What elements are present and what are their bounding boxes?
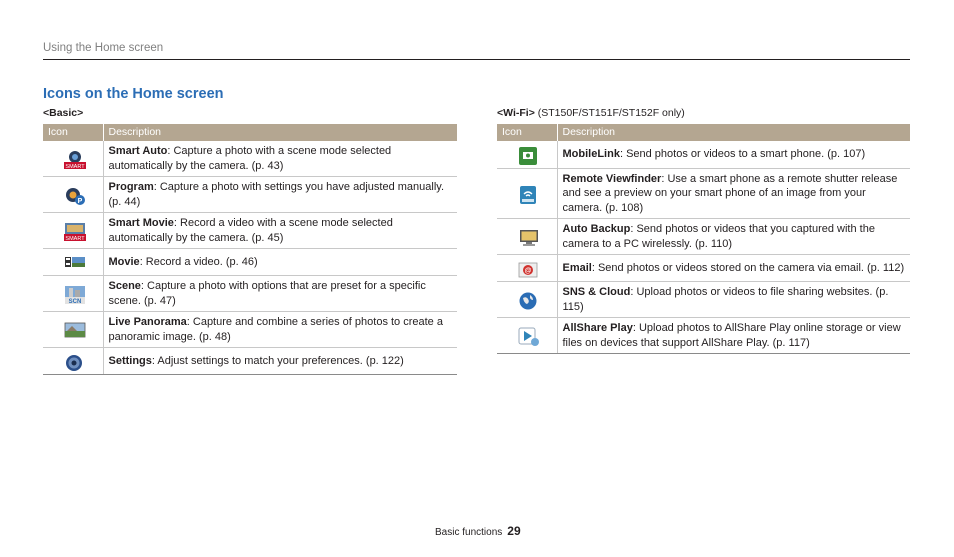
function-name: MobileLink	[562, 148, 620, 160]
table-row	[43, 348, 457, 375]
mode-description: : Capture a photo with a scene mode selected automatically by the camera. (p. 43)	[108, 145, 392, 172]
function-description: : Send photos or videos that you captured with the camera to a PC wirelessly. (p. 110)	[562, 223, 875, 250]
movie-icon	[64, 254, 82, 271]
basic-caption-label: <Basic>	[43, 107, 84, 119]
program-icon	[64, 186, 82, 203]
running-title: Using the Home screen	[43, 42, 164, 54]
description-cell	[103, 276, 457, 312]
column-header-description: Description	[103, 124, 457, 141]
table-header-row	[497, 124, 910, 141]
mode-description: : Capture a photo with options that are preset for a specific scene. (p. 47)	[108, 280, 426, 307]
function-description: : Upload photos or videos to file sharing websites. (p. 115)	[562, 286, 889, 313]
table-row	[497, 168, 910, 219]
mobilelink-icon	[518, 146, 536, 163]
table-row	[497, 219, 910, 255]
table-row	[43, 249, 457, 276]
mode-name: Smart Movie	[108, 217, 174, 229]
description-cell	[557, 318, 910, 354]
mode-name: Movie	[108, 255, 140, 268]
wifi-caption	[497, 107, 685, 119]
description-cell	[103, 213, 457, 249]
running-header	[43, 41, 910, 60]
table-row	[43, 276, 457, 312]
mode-description: : Capture and combine a series of photos to create a panoramic image. (p. 48)	[108, 316, 443, 343]
sns-cloud-icon	[518, 291, 536, 308]
scn-label: SCN	[68, 299, 82, 305]
smart-label: SMART	[65, 236, 85, 242]
email-icon	[518, 260, 536, 277]
page-footer	[435, 524, 521, 538]
auto-backup-icon	[518, 228, 536, 245]
svg-text:@: @	[524, 267, 532, 274]
function-description: : Send photos or videos to a smart phone. (p. 107)	[619, 148, 866, 160]
table-row	[497, 282, 910, 318]
function-description: : Use a smart phone as a remote shutter release and see a preview on your smart phone of an image from your camera. (p. 108)	[562, 172, 898, 214]
mode-name: Settings	[108, 354, 152, 367]
smart-auto-icon	[64, 150, 85, 170]
mode-name: Smart Auto	[108, 145, 168, 157]
function-name: SNS & Cloud	[562, 286, 631, 298]
description-cell	[557, 282, 910, 318]
mode-name: Scene	[108, 280, 141, 292]
allshare-play-icon	[518, 327, 536, 344]
description-cell	[557, 219, 910, 255]
description-cell	[103, 141, 457, 177]
column-header-description: Description	[557, 124, 910, 141]
column-header-icon: Icon	[43, 124, 103, 141]
function-name: AllShare Play	[562, 322, 633, 334]
table-row	[497, 255, 910, 282]
live-panorama-icon	[64, 321, 82, 338]
mode-description: : Capture a photo with settings you have adjusted manually. (p. 44)	[108, 181, 444, 208]
table-row	[43, 177, 457, 213]
basic-icons-table	[43, 124, 457, 375]
footer-section-name: Basic functions	[435, 527, 503, 538]
function-description: : Send photos or videos stored on the camera via email. (p. 112)	[591, 261, 905, 274]
settings-icon	[64, 353, 82, 370]
section-title: Icons on the Home screen	[43, 86, 224, 102]
table-row	[43, 312, 457, 348]
function-name: Remote Viewfinder	[562, 172, 662, 185]
description-cell	[557, 141, 910, 168]
mode-description: : Record a video. (p. 46)	[139, 255, 258, 268]
column-header-icon: Icon	[497, 124, 557, 141]
table-row	[43, 213, 457, 249]
smart-movie-icon	[64, 222, 85, 242]
function-description: : Upload photos to AllShare Play online storage or view files on devices that support AllShare Play. (p. 117)	[562, 322, 901, 349]
table-row	[497, 318, 910, 354]
wifi-caption-models: (ST150F/ST151F/ST152F only)	[534, 107, 685, 119]
function-name: Auto Backup	[562, 223, 631, 235]
remote-viewfinder-icon	[518, 185, 536, 202]
page-number: 29	[507, 524, 521, 538]
mode-name: Program	[108, 181, 154, 193]
description-cell	[557, 168, 910, 219]
mode-name: Live Panorama	[108, 316, 187, 328]
table-header-row	[43, 124, 457, 141]
description-cell	[103, 312, 457, 348]
smart-label: SMART	[65, 164, 85, 170]
svg-text:P: P	[77, 198, 83, 205]
description-cell	[557, 255, 910, 282]
description-cell	[103, 348, 457, 375]
description-cell	[103, 177, 457, 213]
table-row	[43, 141, 457, 177]
table-row	[497, 141, 910, 168]
function-name: Email	[562, 261, 592, 274]
mode-description: : Record a video with a scene mode selected automatically by the camera. (p. 45)	[108, 217, 393, 244]
basic-caption	[43, 107, 83, 119]
wifi-icons-table	[497, 124, 910, 354]
mode-description: : Adjust settings to match your preferences. (p. 122)	[151, 354, 404, 367]
scene-icon	[64, 285, 82, 305]
wifi-caption-label: <Wi-Fi>	[497, 107, 535, 119]
description-cell	[103, 249, 457, 276]
